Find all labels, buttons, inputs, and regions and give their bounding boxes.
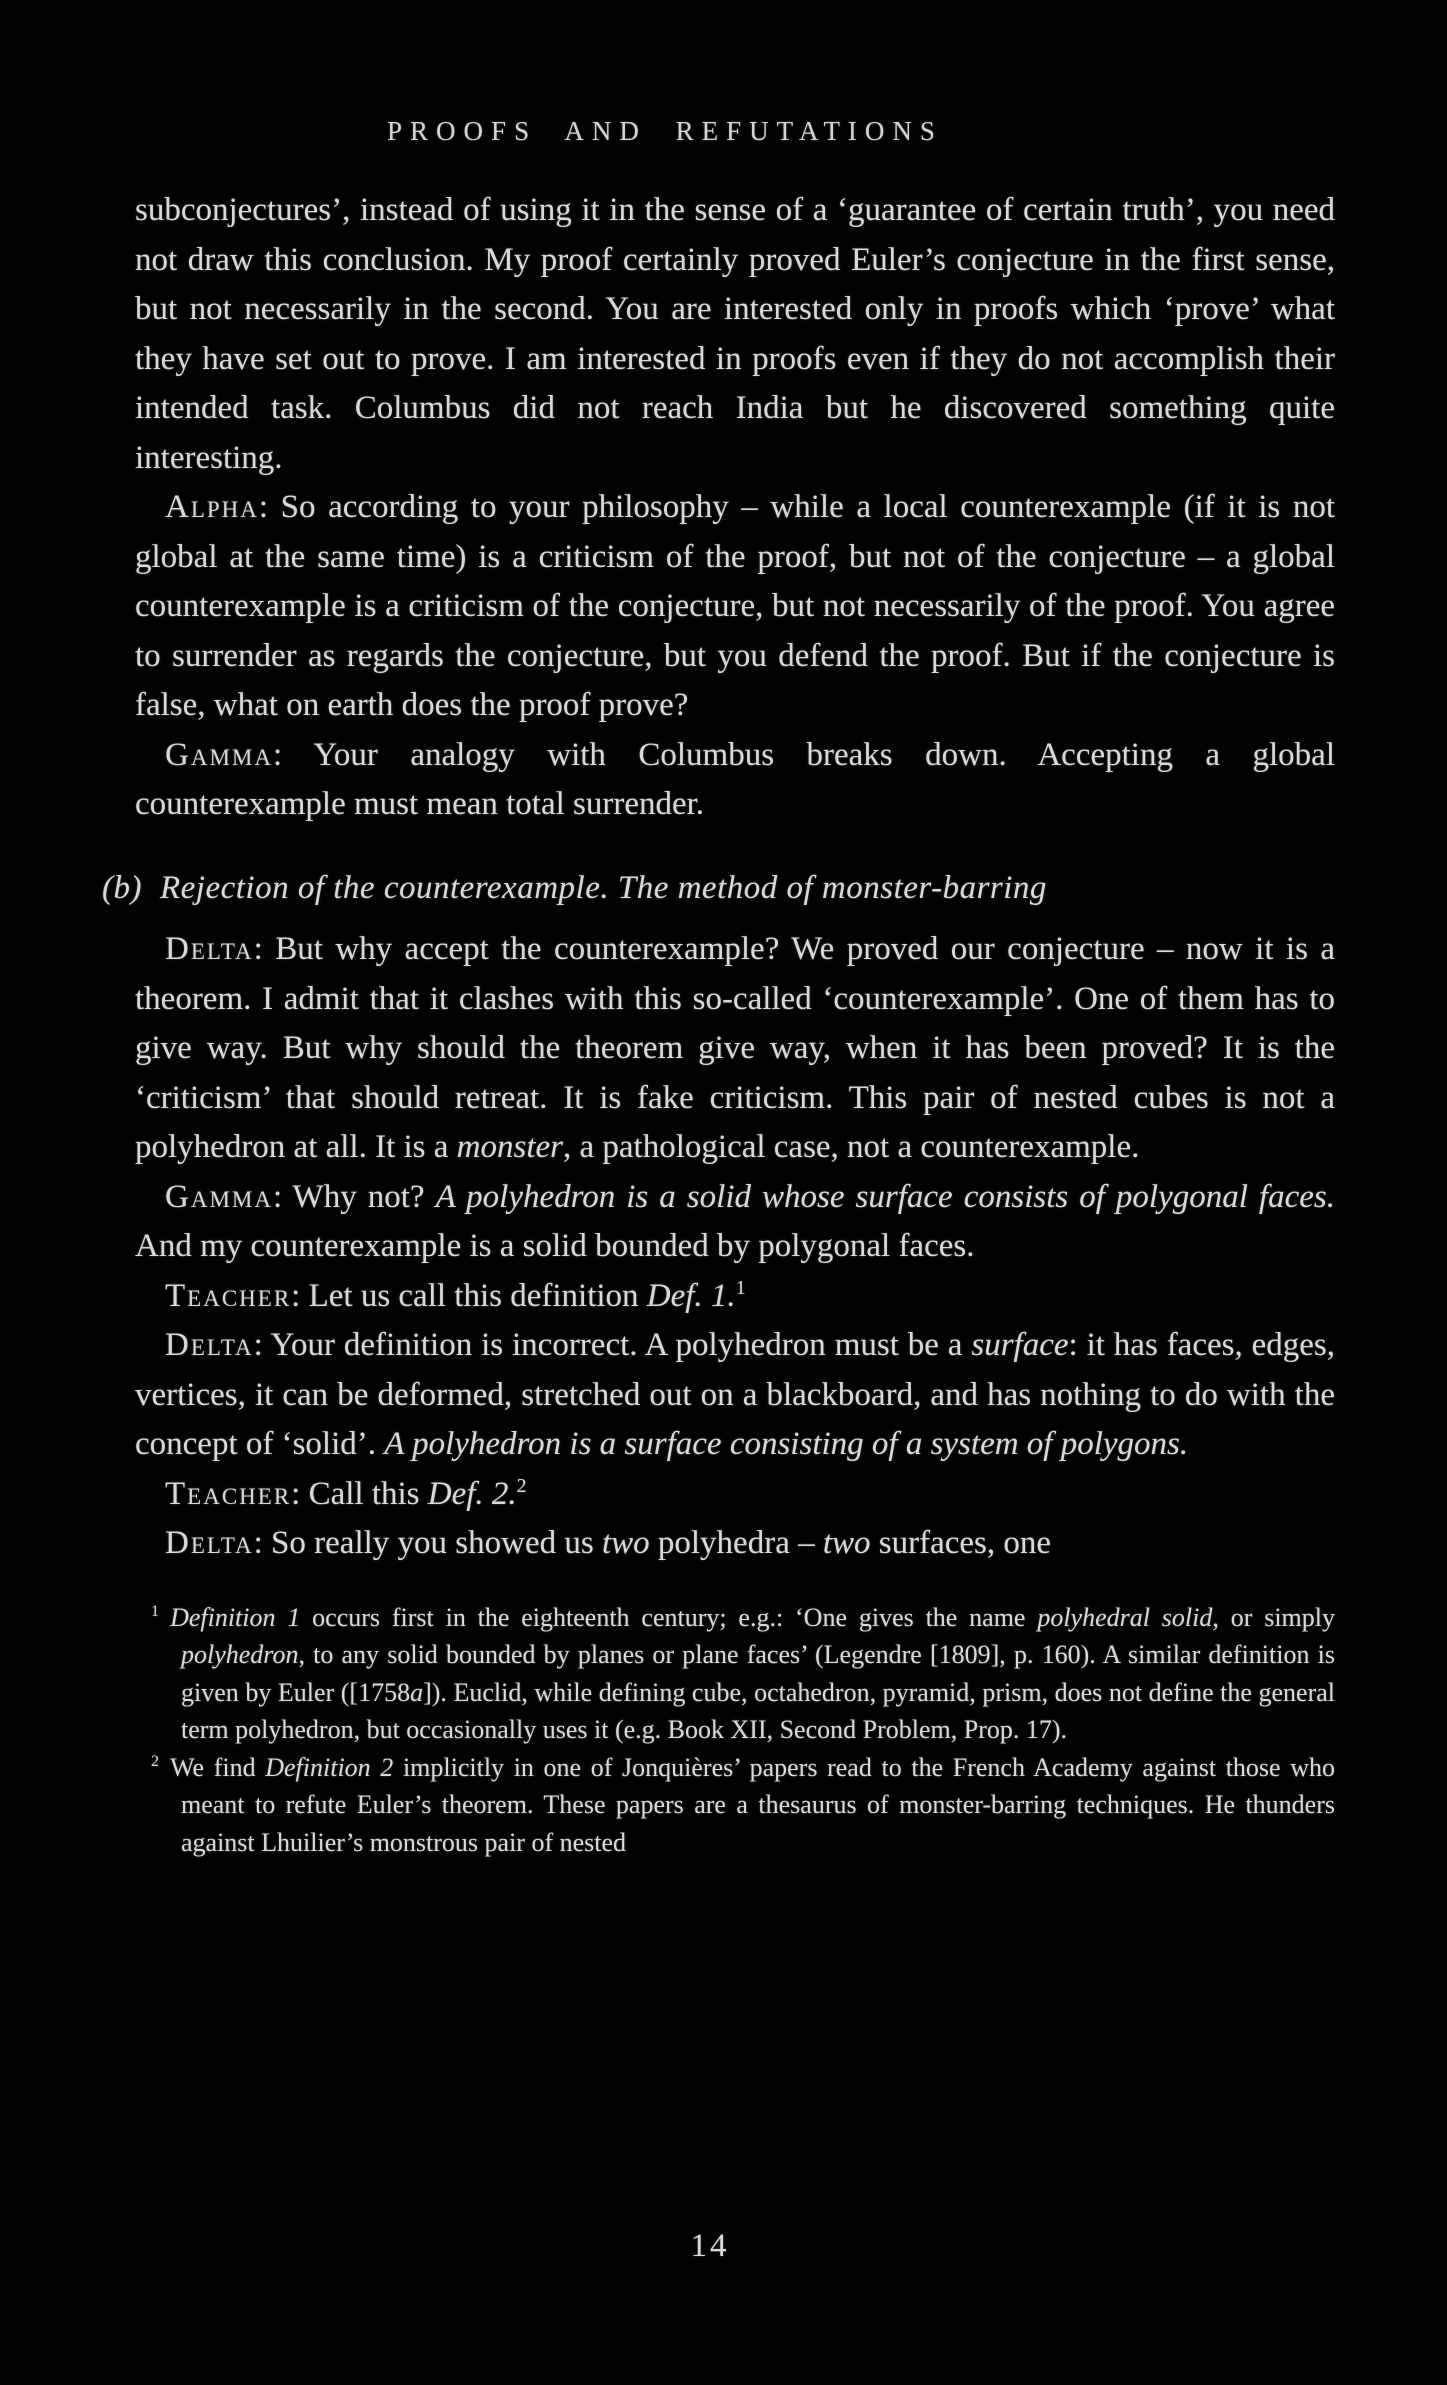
dialogue-paragraph	[135, 1173, 1335, 1272]
text-segment: subconjectures’, instead of using it in the sense of a ‘guarantee of certain truth’, you need not draw this conclusion. My proof certainly proved Euler’s conjecture in the first sense, but not necessarily in the second. You are interested only in proofs which ‘prove’ what they have set out to prove. I am interested in proofs even if they do not accomplish their intended task. Columbus did not reach India but he discovered something quite interesting.	[135, 192, 1335, 476]
footnote	[151, 1599, 1335, 1749]
text-segment: surface	[971, 1327, 1069, 1363]
speaker-name: Gamma	[165, 1178, 273, 1215]
speaker-name: Gamma	[165, 736, 273, 773]
text-segment: surfaces, one	[870, 1525, 1052, 1561]
text-segment: , a pathological case, not a counterexample.	[563, 1129, 1140, 1165]
text-block	[102, 186, 1336, 1861]
text-segment: two	[601, 1525, 650, 1561]
text-segment: : Call this	[291, 1475, 428, 1512]
text-segment: a	[410, 1677, 424, 1707]
text-segment: occurs first in the eighteenth century; e.g.: ‘One gives the name	[300, 1602, 1038, 1632]
text-segment: : Your definition is incorrect. A polyhedron must be a	[253, 1327, 972, 1363]
speaker-name: Delta	[165, 1525, 254, 1561]
running-header: PROOFS AND REFUTATIONS	[387, 116, 943, 146]
text-segment: polyhedra –	[649, 1525, 823, 1561]
text-segment: , to any solid bounded by planes or plane faces’ (Legendre [1809], p. 160). A similar definition is given by Euler ([1758	[181, 1640, 1335, 1707]
text-segment: monster	[456, 1129, 564, 1165]
dialogue-paragraph	[135, 1321, 1335, 1470]
section-label: (b)	[102, 869, 142, 906]
dialogue-paragraph	[135, 1519, 1335, 1569]
text-segment: implicitly in one of Jonquières’ papers read to the French Academy against those who meant to refute Euler’s theorem. These papers are a thesaurus of monster-barring techniques. He thunders against Lhuilier’s monstrous pair of nested	[181, 1752, 1335, 1857]
text-segment: Rejection of the counterexample. The method of monster-barring	[159, 869, 1047, 906]
text-segment: : it has faces, edges, vertices, it can be deformed, stretched out on a blackboard, and has nothing to do with the concept of ‘solid’.	[135, 1327, 1335, 1462]
text-segment: two	[822, 1525, 871, 1561]
text-segment: A polyhedron is a surface consisting of a system of polygons.	[384, 1426, 1189, 1462]
footnotes	[135, 1599, 1335, 1862]
speaker-name: Delta	[165, 1327, 254, 1363]
text-segment: : Why not?	[272, 1178, 436, 1215]
text-segment: A polyhedron is a solid whose surface consists of polygonal faces.	[435, 1178, 1335, 1215]
footnote-marker: 1	[151, 1602, 160, 1620]
text-segment: : So according to your philosophy – while a local counterexample (if it is not global at the same time) is a criticism of the proof, but not of the conjecture – a global counterexample is a criticism of the conjecture, but not necessarily of the proof. You agree to surrender as regards the conjecture, but you defend the proof. But if the conjecture is false, what on earth does the proof prove?	[135, 489, 1335, 723]
body-paragraph	[135, 186, 1335, 483]
dialogue-paragraph	[135, 483, 1335, 731]
dialogue-paragraph	[135, 1272, 1335, 1322]
text-segment: : But why accept the counterexample? We proved our conjecture – now it is a theorem. I admit that it clashes with this so-called ‘counterexample’. One of them has to give way. But why should the theorem give way, when it has been proved? It is the ‘criticism’ that should retreat. It is fake criticism. This pair of nested cubes is not a polyhedron at all. It is a	[135, 931, 1335, 1165]
text-segment: polyhedral solid	[1037, 1602, 1213, 1632]
speaker-name: Teacher	[165, 1475, 292, 1512]
footnote-reference: 1	[735, 1276, 746, 1299]
page-number: 14	[690, 2228, 730, 2264]
text-segment: ]). Euclid, while defining cube, octahedron, pyramid, prism, does not define the general term polyhedron, but occasionally uses it (e.g. Book XII, Second Problem, Prop. 17).	[181, 1677, 1335, 1744]
text-segment: Def. 1.	[646, 1277, 736, 1314]
speaker-name: Delta	[165, 931, 254, 967]
dialogue-paragraph	[135, 925, 1335, 1173]
text-segment: We find	[170, 1752, 266, 1782]
footnote-reference: 2	[516, 1474, 527, 1497]
text-segment: And my counterexample is a solid bounded by polygonal faces.	[135, 1228, 975, 1264]
text-segment: polyhedron	[181, 1640, 299, 1669]
dialogue-paragraph	[135, 1470, 1335, 1520]
speaker-name: Alpha	[165, 489, 259, 525]
text-segment: Def. 2.	[427, 1475, 517, 1512]
footnote	[151, 1749, 1335, 1862]
speaker-name: Teacher	[165, 1277, 292, 1314]
text-segment: : Your analogy with Columbus breaks down. Accepting a global counterexample must mean total surrender.	[135, 736, 1335, 822]
text-segment: : So really you showed us	[253, 1525, 602, 1561]
text-segment: Definition 2	[265, 1752, 394, 1782]
dialogue-paragraph	[135, 731, 1335, 830]
text-segment: Definition 1	[170, 1602, 301, 1632]
text-segment: , or simply	[1212, 1602, 1336, 1632]
footnote-marker: 2	[151, 1752, 160, 1770]
section-heading	[102, 864, 1335, 914]
text-segment: : Let us call this definition	[291, 1277, 647, 1314]
